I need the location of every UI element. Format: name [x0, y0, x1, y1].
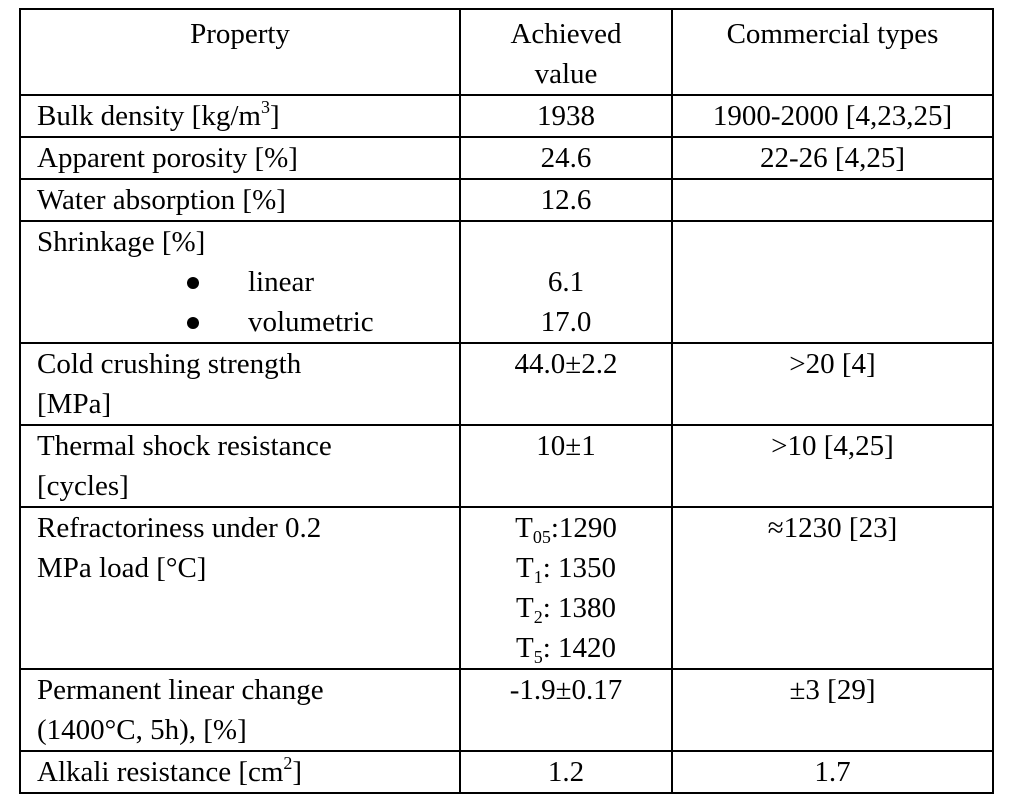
shrinkage-commercial — [672, 221, 993, 343]
shrinkage-achieved — [460, 221, 672, 343]
permanent-linear-change-label: Permanent linear change (1400°C, 5h), [%] — [20, 669, 460, 751]
cold-crushing-strength-commercial: >20 [4] — [672, 343, 993, 425]
header-achieved-line1: Achieved — [510, 18, 622, 50]
shrinkage-volumetric-label: volumetric — [248, 306, 374, 338]
table-row — [20, 669, 993, 751]
shrinkage-linear-label: linear — [248, 266, 315, 298]
bullet-icon — [187, 317, 199, 329]
apparent-porosity-achieved: 24.6 — [460, 137, 672, 179]
table-row — [20, 343, 993, 425]
refractoriness-achieved — [460, 507, 672, 669]
shrinkage-title: Shrinkage [%] — [37, 226, 206, 258]
header-property: Property — [20, 9, 460, 95]
table-row — [20, 425, 993, 507]
table-header-row — [20, 9, 993, 95]
header-achieved-value — [460, 9, 672, 95]
table-row — [20, 95, 993, 137]
properties-table — [19, 8, 994, 794]
thermal-shock-achieved: 10±1 — [460, 425, 672, 507]
bulk-density-label: Bulk density $[kg/m^3]$ — [20, 95, 460, 137]
shrinkage-label — [20, 221, 460, 343]
cold-crushing-strength-achieved: 44.0±2.2 — [460, 343, 672, 425]
table-row — [20, 137, 993, 179]
table-row — [20, 221, 993, 343]
alkali-resistance-achieved: 1.2 — [460, 751, 672, 793]
t5-value: $T_5$: 1420 — [515, 632, 617, 667]
alkali-resistance-commercial: 1.7 — [672, 751, 993, 793]
water-absorption-commercial — [672, 179, 993, 221]
apparent-porosity-commercial: 22-26 [4,25] — [672, 137, 993, 179]
thermal-shock-commercial: >10 [4,25] — [672, 425, 993, 507]
refractoriness-commercial: ≈1230 [23] — [672, 507, 993, 669]
bulk-density-commercial: 1900-2000 [4,23,25] — [672, 95, 993, 137]
refractoriness-label: Refractoriness under 0.2 MPa load [°C] — [20, 507, 460, 669]
cold-crushing-strength-label: Cold crushing strength [MPa] — [20, 343, 460, 425]
permanent-linear-change-achieved: -1.9±0.17 — [460, 669, 672, 751]
water-absorption-label: Water absorption [%] — [20, 179, 460, 221]
shrinkage-linear-value: 6.1 — [547, 266, 585, 298]
t1-value: $T_1$: 1350 — [515, 552, 617, 587]
header-achieved-line2: value — [534, 58, 598, 90]
bulk-density-achieved: 1938 — [460, 95, 672, 137]
water-absorption-achieved: 12.6 — [460, 179, 672, 221]
t2-value: $T_2$: 1380 — [515, 592, 617, 627]
apparent-porosity-label: Apparent porosity [%] — [20, 137, 460, 179]
t05-value: $T_{05}:1290$ — [515, 512, 617, 547]
bullet-icon — [187, 277, 199, 289]
table-row — [20, 179, 993, 221]
permanent-linear-change-commercial: ±3 [29] — [672, 669, 993, 751]
table-row — [20, 751, 993, 793]
shrinkage-volumetric-value: 17.0 — [540, 306, 592, 338]
thermal-shock-label: Thermal shock resistance [cycles] — [20, 425, 460, 507]
alkali-resistance-label: Alkali resistance $[cm^2]$ — [20, 751, 460, 793]
table-row — [20, 507, 993, 669]
header-commercial-types: Commercial types — [672, 9, 993, 95]
